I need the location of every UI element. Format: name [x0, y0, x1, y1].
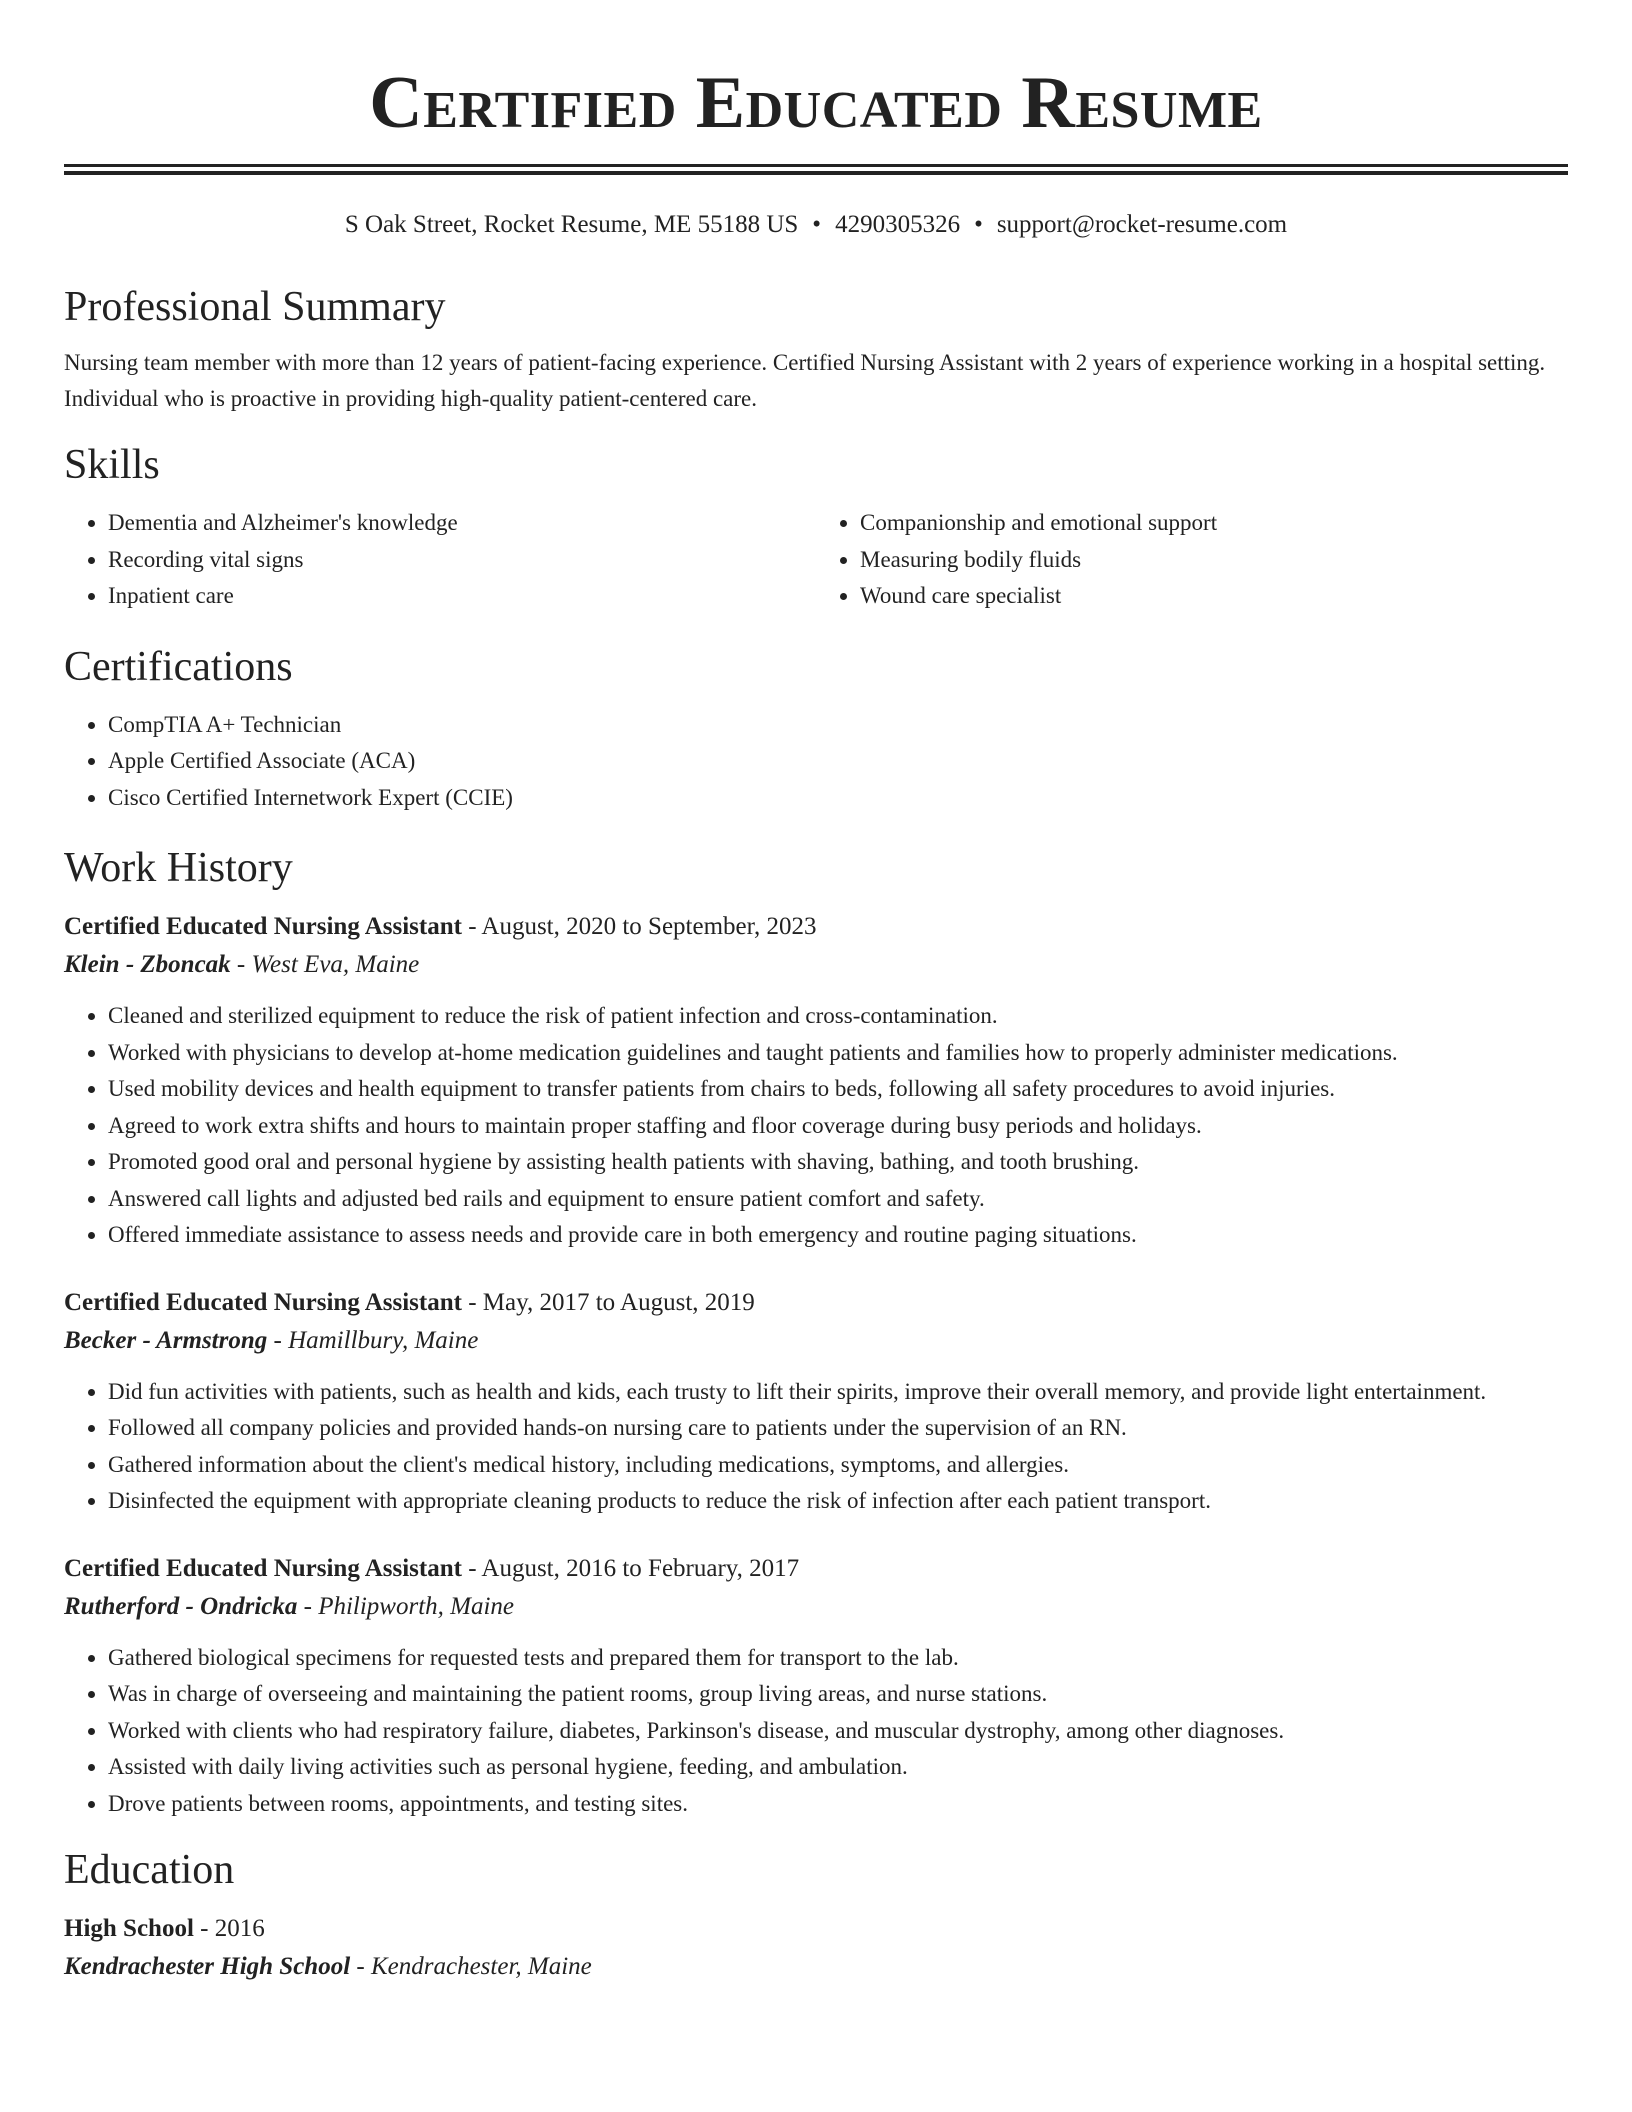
job-heading: [64, 908, 1568, 946]
job-location: - West Eva, Maine: [230, 951, 420, 978]
job-entry: [64, 1550, 1568, 1823]
job-bullets: [64, 1374, 1568, 1520]
job-employer: Rutherford - Ondricka: [64, 1592, 298, 1620]
job-dates: - August, 2020 to September, 2023: [461, 913, 817, 940]
skill-item: • Measuring bodily fluids: [860, 542, 1568, 579]
skill-item: • Inpatient care: [108, 578, 816, 615]
education-degree: High School: [64, 1915, 194, 1942]
resume-title: Certified Educated Resume: [369, 62, 1263, 144]
job-bullets: [64, 1640, 1568, 1823]
job-heading: [64, 1550, 1568, 1588]
job-bullet: • Gathered information about the client's medical history, including medications, symptoms, and allergies.: [108, 1447, 1568, 1484]
job-heading: [64, 1284, 1568, 1322]
job-bullet: • Gathered biological specimens for requested tests and prepared them for transport to the lab.: [108, 1640, 1568, 1677]
skill-item: • Wound care specialist: [860, 578, 1568, 615]
job-bullet: • Offered immediate assistance to assess needs and provide care in both emergency and routine paging situations.: [108, 1217, 1568, 1254]
employer-line: [64, 1588, 1568, 1626]
job-bullet: • Cleaned and sterilized equipment to reduce the risk of patient infection and cross-contamination.: [108, 998, 1568, 1035]
job-entry: [64, 1284, 1568, 1520]
section-title-certifications: Certifications: [64, 643, 293, 690]
job-role: Certified Educated Nursing Assistant: [64, 913, 462, 940]
skills-list-left: [64, 505, 816, 615]
skill-item: • Dementia and Alzheimer's knowledge: [108, 505, 816, 542]
contact-phone: 4290305326: [835, 211, 961, 238]
employer-line: [64, 946, 1568, 984]
job-bullet: • Was in charge of overseeing and maintaining the patient rooms, group living areas, and nurse stations.: [108, 1676, 1568, 1713]
job-bullet: • Disinfected the equipment with appropriate cleaning products to reduce the risk of infection after each patient transport.: [108, 1483, 1568, 1520]
certifications-list: [64, 707, 1568, 817]
job-bullet: • Worked with clients who had respiratory failure, diabetes, Parkinson's disease, and muscular dystrophy, among other diagnoses.: [108, 1713, 1568, 1750]
education-school: Kendrachester High School: [64, 1953, 351, 1980]
job-employer: Klein - Zboncak: [64, 951, 231, 978]
contact-email: support@rocket-resume.com: [996, 211, 1288, 238]
job-dates: - May, 2017 to August, 2019: [461, 1288, 755, 1316]
section-title-education: Education: [64, 1847, 235, 1893]
education-location: - Kendrachester, Maine: [350, 1953, 592, 1980]
contact-address: S Oak Street, Rocket Resume, ME 55188 US: [344, 211, 799, 238]
job-dates: - August, 2016 to February, 2017: [461, 1554, 800, 1582]
job-bullets: [64, 998, 1568, 1254]
certification-item: • CompTIA A+ Technician: [108, 707, 1568, 744]
certification-item: • Cisco Certified Internetwork Expert (CCIE): [108, 780, 1568, 817]
section-title-work-history: Work History: [64, 845, 293, 891]
summary-text: Nursing team member with more than 12 years of patient-facing experience. Certified Nursing Assistant with 2 years of experience working in a hospital setting. Individual who is proactive in providing high-quality patient-centered care.: [64, 350, 1546, 411]
job-bullet: • Agreed to work extra shifts and hours to maintain proper staffing and floor coverage during busy periods and holidays.: [108, 1108, 1568, 1145]
section-title-skills: Skills: [64, 442, 160, 488]
title-divider: [64, 164, 1568, 175]
job-bullet: • Promoted good oral and personal hygiene by assisting health patients with shaving, bathing, and tooth brushing.: [108, 1144, 1568, 1181]
section-title-summary: Professional Summary: [64, 284, 446, 330]
job-location: - Hamillbury, Maine: [267, 1326, 479, 1354]
skill-item: • Recording vital signs: [108, 542, 816, 579]
education-entry: [64, 1910, 1568, 1986]
certification-item: • Apple Certified Associate (ACA): [108, 743, 1568, 780]
skill-item: • Companionship and emotional support: [860, 505, 1568, 542]
contact-separator: •: [974, 211, 983, 238]
job-employer: Becker - Armstrong: [64, 1326, 268, 1354]
job-bullet: • Followed all company policies and provided hands-on nursing care to patients under the supervision of an RN.: [108, 1410, 1568, 1447]
skills-columns: [64, 505, 1568, 615]
job-bullet: • Answered call lights and adjusted bed rails and equipment to ensure patient comfort and safety.: [108, 1181, 1568, 1218]
education-heading: [64, 1910, 1568, 1948]
job-location: - Philipworth, Maine: [297, 1592, 515, 1620]
job-role: Certified Educated Nursing Assistant: [64, 1288, 462, 1316]
contact-line: [64, 209, 1568, 241]
job-bullet: • Worked with physicians to develop at-home medication guidelines and taught patients and families how to properly administer medications.: [108, 1035, 1568, 1072]
employer-line: [64, 1322, 1568, 1360]
skills-list-right: [816, 505, 1568, 615]
education-school-line: [64, 1948, 1568, 1986]
job-bullet: • Assisted with daily living activities such as personal hygiene, feeding, and ambulation.: [108, 1749, 1568, 1786]
education-year: - 2016: [193, 1915, 265, 1942]
job-bullet: • Did fun activities with patients, such as health and kids, each trusty to lift their spirits, improve their overall memory, and provide light entertainment.: [108, 1374, 1568, 1411]
job-entry: [64, 908, 1568, 1254]
contact-separator: •: [812, 211, 822, 238]
job-bullet: • Drove patients between rooms, appointments, and testing sites.: [108, 1786, 1568, 1823]
job-role: Certified Educated Nursing Assistant: [64, 1554, 462, 1582]
job-bullet: • Used mobility devices and health equipment to transfer patients from chairs to beds, following all safety procedures to avoid injuries.: [108, 1071, 1568, 1108]
